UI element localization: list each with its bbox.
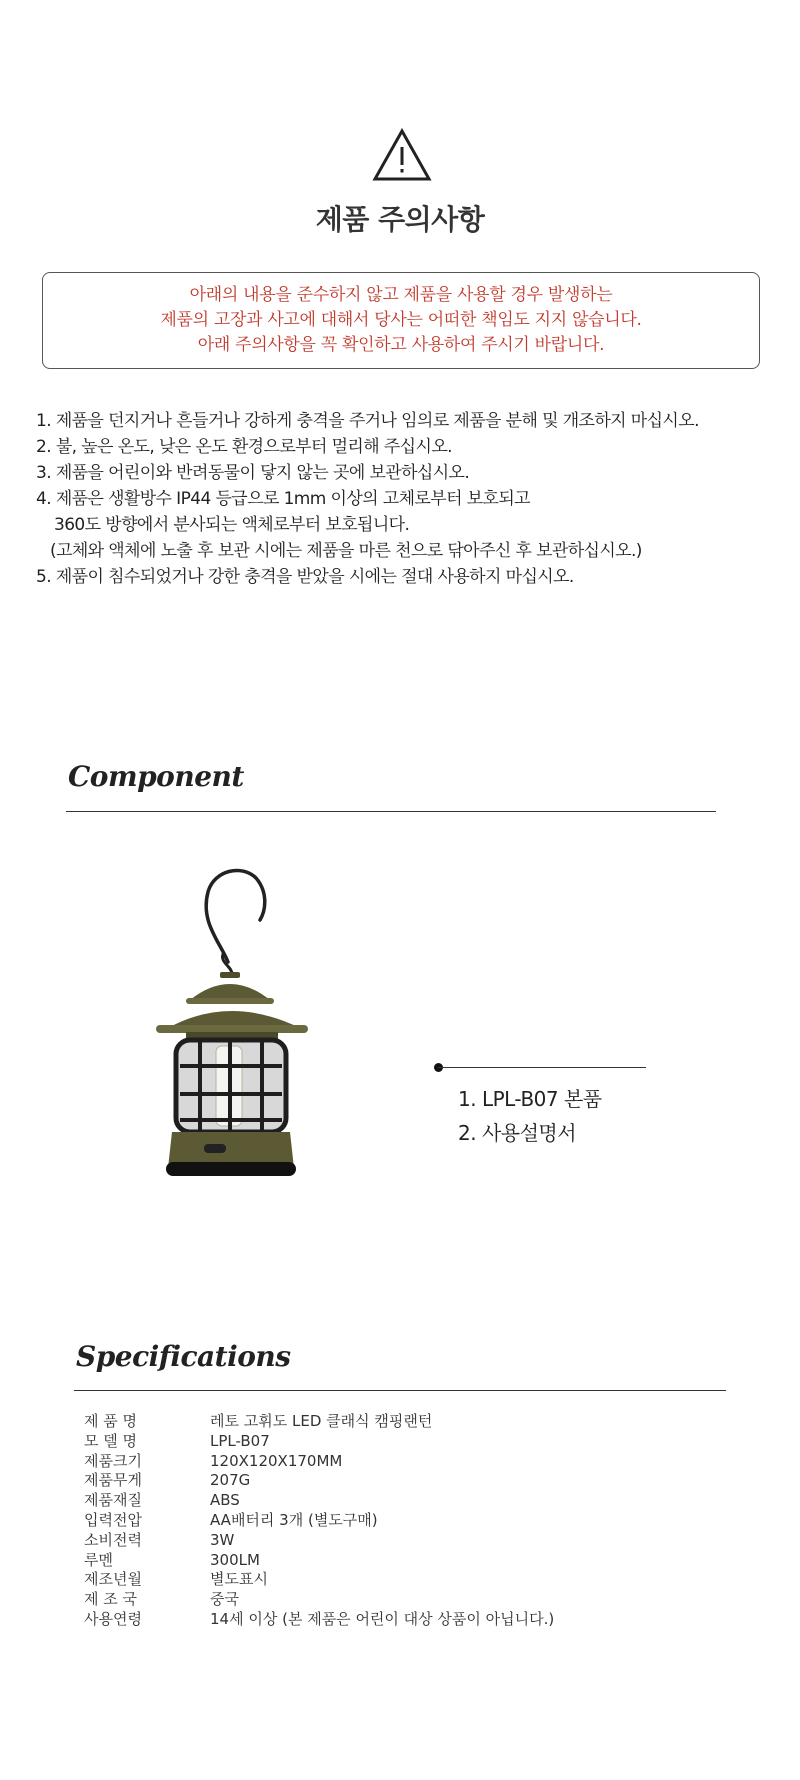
spec-label: 제조년월: [84, 1570, 142, 1589]
caution-item: 3. 제품을 어린이와 반려동물이 닿지 않는 곳에 보관하십시오.: [36, 463, 470, 483]
component-heading: Component: [68, 760, 244, 793]
notice-line: 아래의 내용을 준수하지 않고 제품을 사용할 경우 발생하는: [189, 285, 613, 305]
spec-row: [84, 1570, 554, 1590]
component-item: 2. 사용설명서: [458, 1121, 577, 1145]
spec-label: 모 델 명: [84, 1431, 138, 1450]
spec-value: ABS: [210, 1491, 240, 1510]
spec-value: 중국: [210, 1590, 239, 1609]
spec-label: 사용연령: [84, 1609, 142, 1628]
caution-item: 4. 제품은 생활방수 IP44 등급으로 1mm 이상의 고체로부터 보호되고: [36, 489, 530, 509]
notice-line: 제품의 고장과 사고에 대해서 당사는 어떠한 책임도 지지 않습니다.: [160, 310, 642, 330]
component-divider: [66, 811, 716, 812]
spec-row: [84, 1412, 554, 1432]
spec-value: 300LM: [210, 1550, 260, 1569]
spec-value: 120X120X170MM: [210, 1451, 343, 1470]
caution-item: 1. 제품을 던지거나 흔들거나 강하게 충격을 주거나 임의로 제품을 분해 및 개조하지 마십시오.: [36, 411, 699, 431]
spec-row: [84, 1551, 554, 1571]
spec-row: [84, 1471, 554, 1491]
specifications-heading: Specifications: [76, 1340, 291, 1373]
component-item: 1. LPL-B07 본품: [458, 1087, 602, 1111]
spec-label: 입력전압: [84, 1510, 142, 1529]
spec-value: 207G: [210, 1471, 251, 1490]
caution-item-continued: 360도 방향에서 분사되는 액체로부터 보호됩니다.: [54, 515, 410, 535]
page-title: 제품 주의사항: [315, 203, 485, 236]
spec-row: [84, 1531, 554, 1551]
spec-label: 제품재질: [84, 1491, 142, 1510]
spec-row: [84, 1610, 554, 1630]
spec-value: AA배터리 3개 (별도구매): [210, 1510, 378, 1529]
spec-row: [84, 1452, 554, 1472]
caution-item: 5. 제품이 침수되었거나 강한 충격을 받았을 시에는 절대 사용하지 마십시오.: [36, 567, 574, 587]
spec-value: 14세 이상 (본 제품은 어린이 대상 상품이 아닙니다.): [210, 1609, 555, 1628]
caution-item: 2. 불, 높은 온도, 낮은 온도 환경으로부터 멀리해 주십시오.: [36, 437, 452, 457]
caution-list: [36, 408, 776, 590]
spec-value: 레토 고휘도 LED 클래식 캠핑랜턴: [210, 1412, 433, 1430]
spec-value: 별도표시: [210, 1570, 268, 1589]
specifications-table: [84, 1412, 554, 1630]
specifications-divider: [74, 1390, 726, 1391]
spec-row: [84, 1590, 554, 1610]
component-list: [458, 1082, 602, 1150]
notice-line: 아래 주의사항을 꼭 확인하고 사용하여 주시기 바랍니다.: [197, 335, 605, 355]
spec-label: 루멘: [84, 1550, 113, 1569]
spec-row: [84, 1432, 554, 1452]
spec-row: [84, 1511, 554, 1531]
camping-lantern-image: [150, 862, 310, 1182]
spec-label: 제품무게: [84, 1471, 142, 1490]
spec-row: [84, 1491, 554, 1511]
spec-value: LPL-B07: [210, 1431, 270, 1450]
callout-line: [438, 1067, 646, 1068]
spec-value: 3W: [210, 1530, 235, 1549]
spec-label: 제 품 명: [84, 1412, 138, 1430]
warning-icon: [372, 128, 432, 182]
liability-notice-box: [42, 272, 760, 369]
spec-label: 제품크기: [84, 1451, 142, 1470]
caution-item-note: (고체와 액체에 노출 후 보관 시에는 제품을 마른 천으로 닦아주신 후 보관하십시오.): [50, 541, 642, 561]
spec-label: 제 조 국: [84, 1590, 138, 1609]
spec-label: 소비전력: [84, 1530, 142, 1549]
